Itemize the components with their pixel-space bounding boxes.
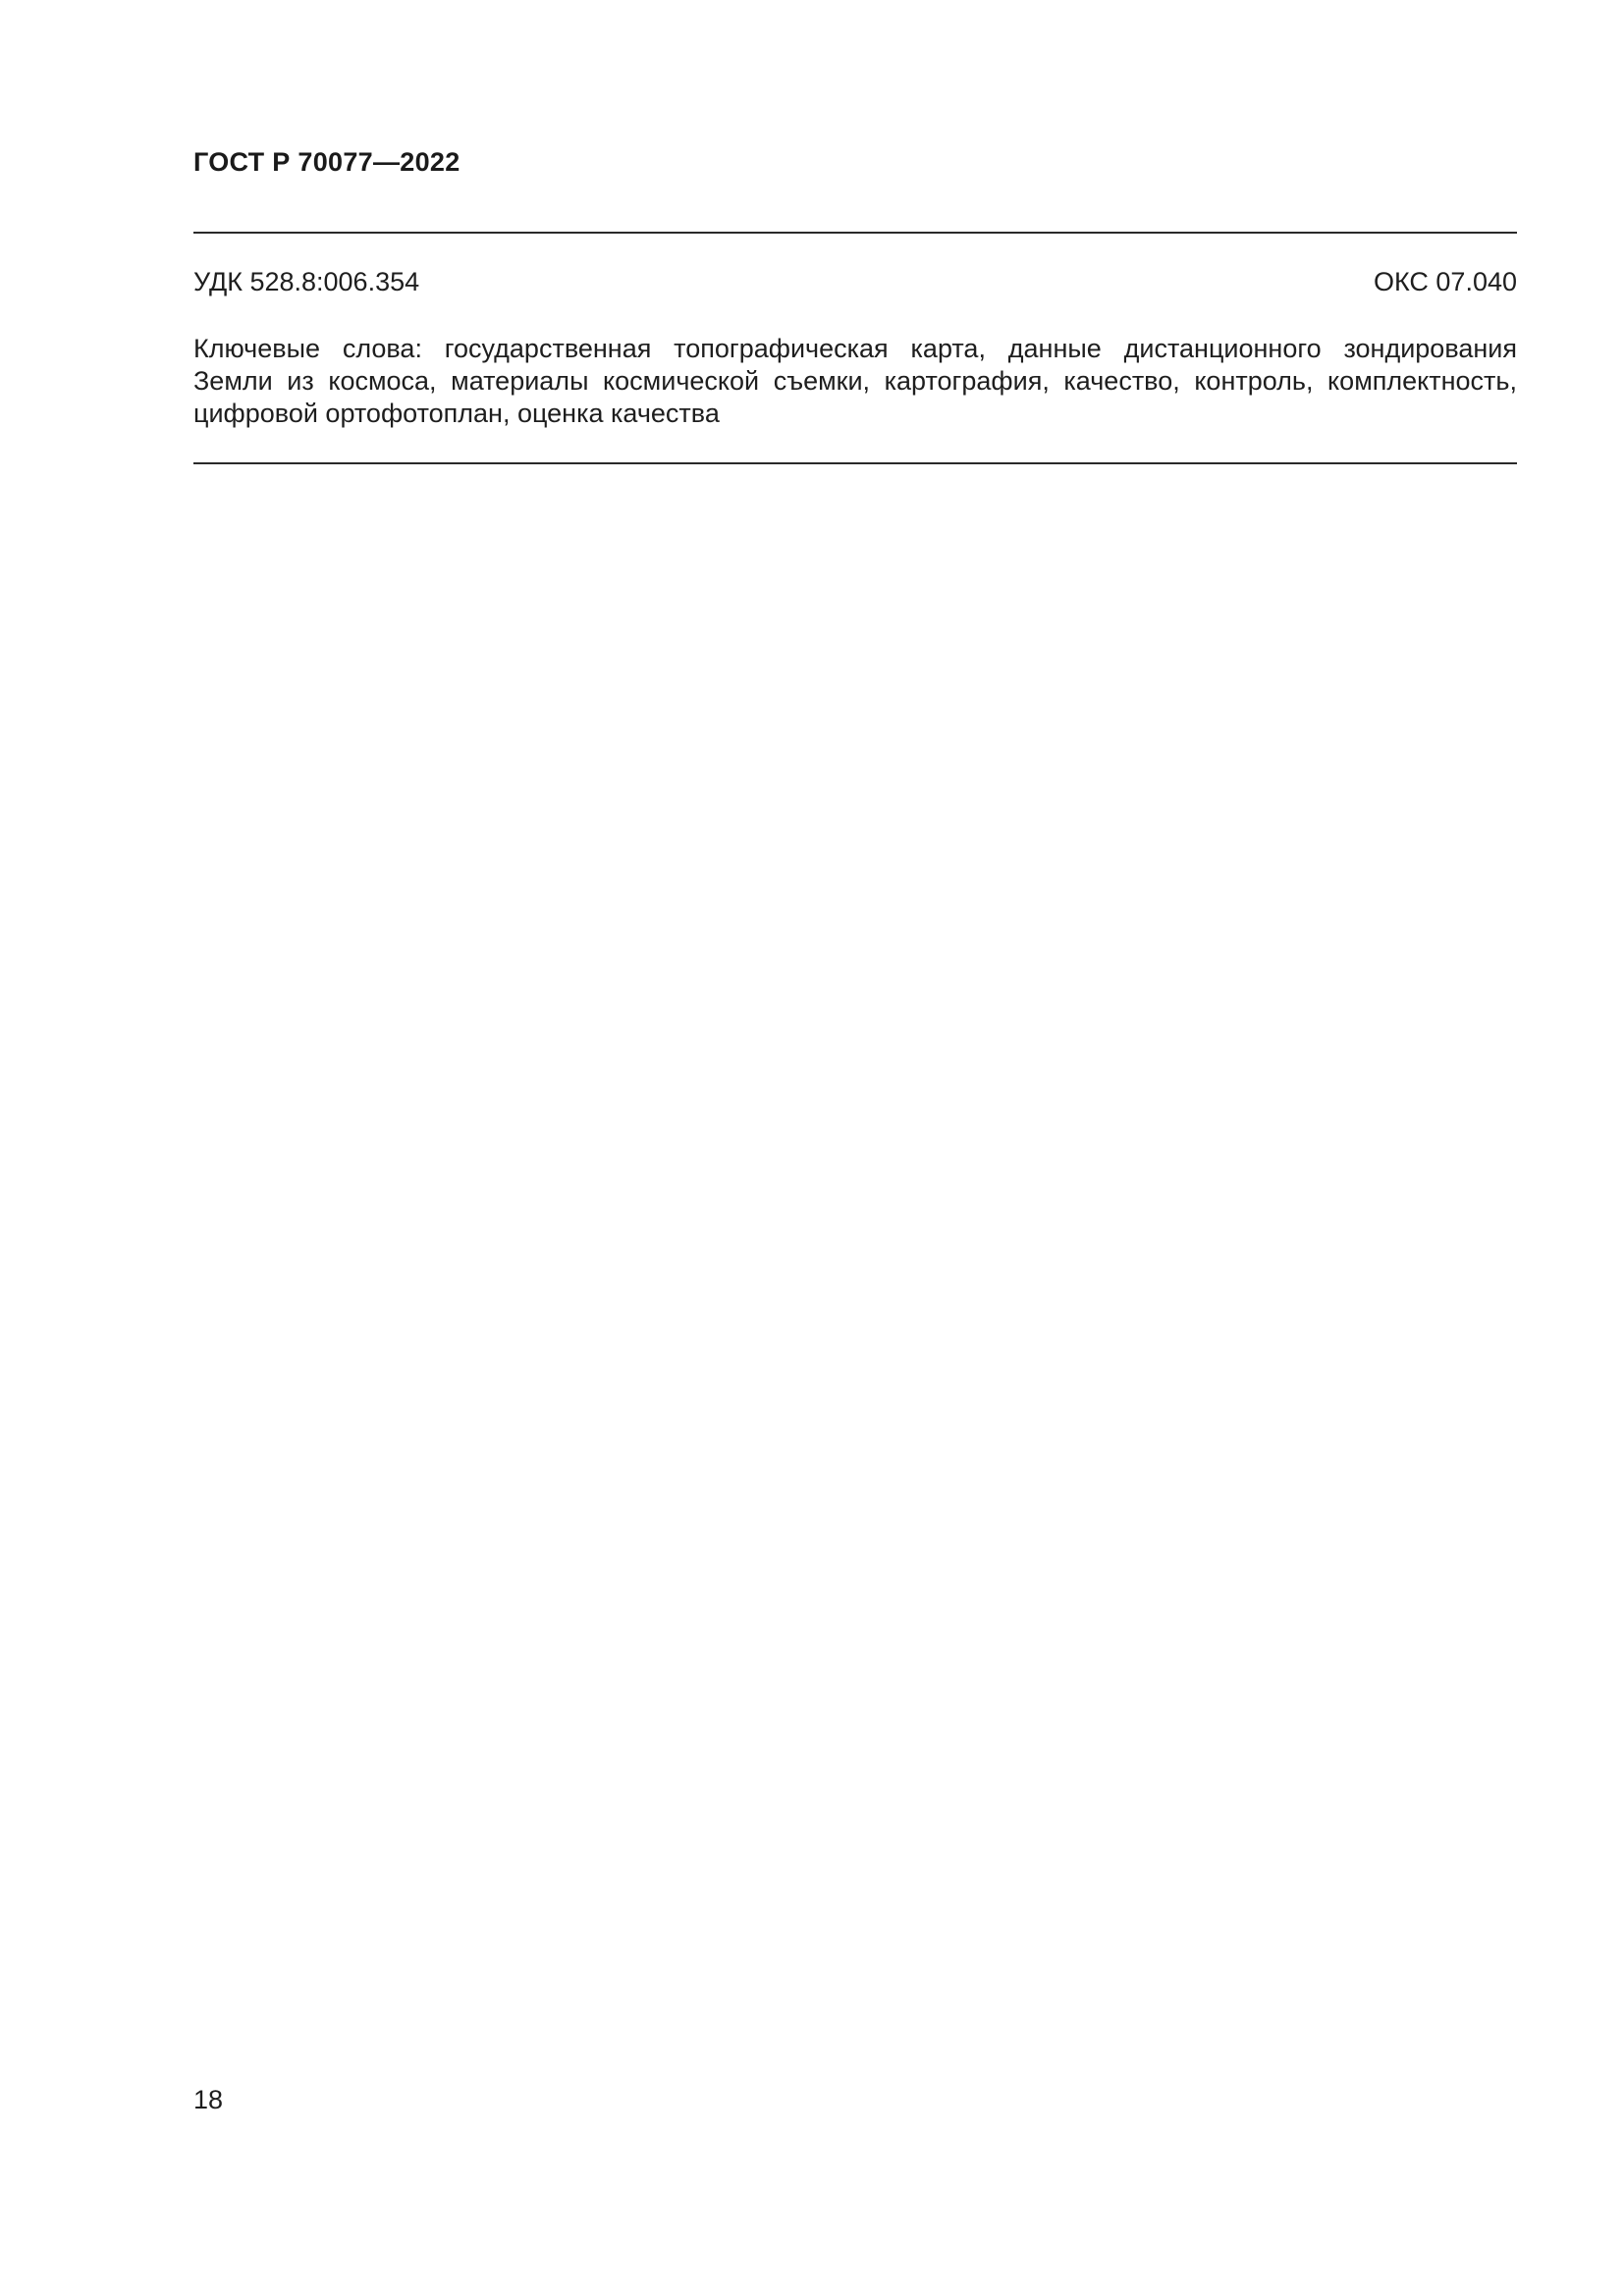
keywords-line: Земли из космоса, материалы космической съемки, картография, качество, контроль, комплектность,	[193, 366, 1517, 396]
page-number: 18	[193, 2085, 224, 2114]
keywords-line: Ключевые слова: государственная топографическая карта, данные дистанционного зондирования	[193, 334, 1517, 363]
bottom-divider	[193, 462, 1517, 464]
keywords-paragraph	[193, 333, 1517, 430]
udk-code: УДК 528.8:006.354	[193, 267, 420, 296]
oks-code: ОКС 07.040	[1373, 267, 1517, 296]
keywords-line: цифровой ортофотоплан, оценка качества	[193, 399, 720, 428]
top-divider	[193, 232, 1517, 234]
standard-code-header: ГОСТ Р 70077—2022	[193, 147, 460, 177]
classification-row	[193, 267, 1517, 297]
